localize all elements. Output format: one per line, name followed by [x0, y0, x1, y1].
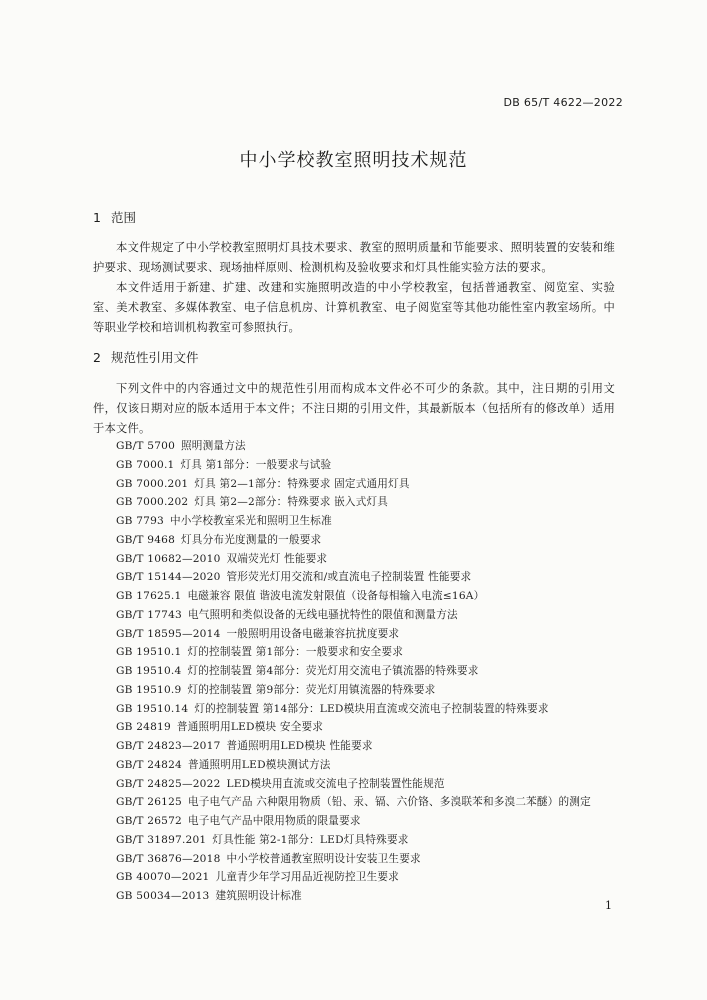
reference-code: GB 7000.1	[116, 458, 175, 471]
reference-item	[116, 643, 636, 662]
reference-title: 管形荧光灯用交流和/或直流电子控制装置 性能要求	[226, 571, 472, 584]
reference-title: 灯的控制装置 第14部分：LED模块用直流或交流电子控制装置的特殊要求	[194, 702, 549, 715]
reference-item	[116, 475, 636, 494]
reference-item	[116, 700, 636, 719]
reference-title: 灯具分布光度测量的一般要求	[181, 533, 322, 546]
reference-code: GB 19510.14	[116, 702, 189, 715]
reference-item	[116, 775, 636, 794]
reference-title: 电子电气产品 六种限用物质（铅、汞、镉、六价铬、多溴联苯和多溴二苯醚）的测定	[187, 796, 591, 809]
reference-title: 中小学校普通教室照明设计安装卫生要求	[226, 852, 421, 865]
scope-paragraph-2: 本文件适用于新建、扩建、改建和实施照明改造的中小学校教室，包括普通教室、阅览室、实验室、美术教室、多媒体教室、电子信息机房、计算机教室、电子阅览室等其他功能性室内教室场所。中等职业学校和培训机构教室可参照执行。	[93, 281, 615, 334]
reference-title: 灯具 第2—2部分：特殊要求 嵌入式灯具	[194, 496, 389, 509]
reference-code: GB/T 9468	[116, 533, 176, 546]
reference-title: 电磁兼容 限值 谐波电流发射限值（设备每相输入电流≤16A）	[187, 590, 485, 602]
page-number: 1	[605, 899, 612, 912]
reference-code: GB/T 15144—2020	[116, 571, 221, 584]
references-intro-paragraph: 下列文件中的内容通过文中的规范性引用而构成本文件必不可少的条款。其中，注日期的引用文件，仅该日期对应的版本适用于本文件；不注日期的引用文件，其最新版本（包括所有的修改单）适用于本文件。	[93, 382, 615, 435]
reference-item	[116, 718, 636, 737]
reference-title: 儿童青少年学习用品近视防控卫生要求	[215, 871, 399, 884]
section-title: 范围	[111, 210, 137, 225]
reference-code: GB 19510.1	[116, 646, 182, 659]
reference-item	[116, 868, 636, 887]
reference-item	[116, 812, 636, 831]
document-code: DB 65/T 4622—2022	[503, 96, 623, 109]
reference-code: GB/T 31897.201	[116, 833, 207, 846]
reference-item	[116, 512, 636, 531]
reference-code: GB/T 10682—2010	[116, 552, 221, 565]
reference-code: GB 50034—2013	[116, 890, 210, 902]
reference-title: 普通照明用LED模块 安全要求	[176, 721, 324, 734]
reference-item	[116, 887, 636, 906]
reference-item	[116, 681, 636, 700]
reference-item	[116, 437, 636, 456]
reference-code: GB 19510.9	[116, 683, 182, 696]
reference-title: 普通照明用LED模块 性能要求	[226, 740, 373, 752]
reference-code: GB/T 26125	[116, 796, 182, 809]
reference-item	[116, 568, 636, 587]
reference-title: 中小学校教室采光和照明卫生标准	[169, 515, 332, 527]
reference-code: GB 7000.201	[116, 477, 189, 490]
section-heading-scope	[93, 208, 136, 226]
reference-item	[116, 793, 636, 812]
reference-code: GB/T 18595—2014	[116, 627, 221, 640]
reference-title: 灯的控制装置 第9部分：荧光灯用镇流器的特殊要求	[187, 683, 436, 696]
reference-list	[116, 437, 636, 906]
reference-title: 灯的控制装置 第1部分：一般要求和安全要求	[187, 646, 404, 659]
reference-code: GB 7793	[116, 515, 164, 527]
reference-item	[116, 587, 636, 606]
reference-item	[116, 831, 636, 850]
reference-title: LED模块用直流或交流电子控制装置性能规范	[226, 777, 445, 790]
reference-title: 灯具性能 第2-1部分：LED灯具特殊要求	[212, 833, 409, 846]
reference-title: 灯具 第2—1部分：特殊要求 固定式通用灯具	[194, 477, 410, 490]
reference-item	[116, 756, 636, 775]
reference-title: 电气照明和类似设备的无线电骚扰特性的限值和测量方法	[187, 608, 458, 621]
reference-code: GB 19510.4	[116, 665, 182, 677]
reference-title: 灯具 第1部分：一般要求与试验	[180, 458, 332, 471]
reference-code: GB/T 5700	[116, 440, 176, 452]
reference-title: 灯的控制装置 第4部分：荧光灯用交流电子镇流器的特殊要求	[187, 665, 479, 677]
scope-paragraph-1: 本文件规定了中小学校教室照明灯具技术要求、教室的照明质量和节能要求、照明装置的安装和维护要求、现场测试要求、现场抽样原则、检测机构及验收要求和灯具性能实验方法的要求。	[93, 241, 615, 274]
reference-item	[116, 737, 636, 756]
reference-title: 双端荧光灯 性能要求	[226, 552, 328, 565]
reference-item	[116, 606, 636, 625]
reference-item	[116, 456, 636, 475]
reference-code: GB 40070—2021	[116, 871, 210, 884]
reference-item	[116, 550, 636, 569]
reference-title: 建筑照明设计标准	[215, 890, 302, 902]
reference-code: GB/T 26572	[116, 815, 182, 827]
reference-item	[116, 850, 636, 869]
reference-code: GB/T 24823—2017	[116, 740, 221, 752]
reference-item	[116, 662, 636, 681]
section-number: 2	[93, 350, 101, 365]
reference-code: GB/T 17743	[116, 608, 182, 621]
section-number: 1	[93, 210, 101, 225]
section-title: 规范性引用文件	[111, 350, 199, 365]
reference-code: GB/T 36876—2018	[116, 852, 221, 865]
reference-code: GB/T 24825—2022	[116, 777, 221, 790]
reference-title: 照明测量方法	[181, 440, 246, 452]
reference-item	[116, 493, 636, 512]
document-title: 中小学校教室照明技术规范	[239, 150, 468, 171]
reference-code: GB 24819	[116, 721, 171, 734]
reference-item	[116, 531, 636, 550]
reference-title: 普通照明用LED模块测试方法	[187, 758, 331, 771]
reference-title: 一般照明用设备电磁兼容抗扰度要求	[226, 627, 400, 640]
section-heading-normative-references	[93, 348, 199, 366]
reference-code: GB 7000.202	[116, 496, 189, 509]
reference-code: GB 17625.1	[116, 590, 182, 602]
reference-code: GB/T 24824	[116, 758, 182, 771]
reference-item	[116, 625, 636, 644]
reference-title: 电子电气产品中限用物质的限量要求	[187, 815, 361, 827]
